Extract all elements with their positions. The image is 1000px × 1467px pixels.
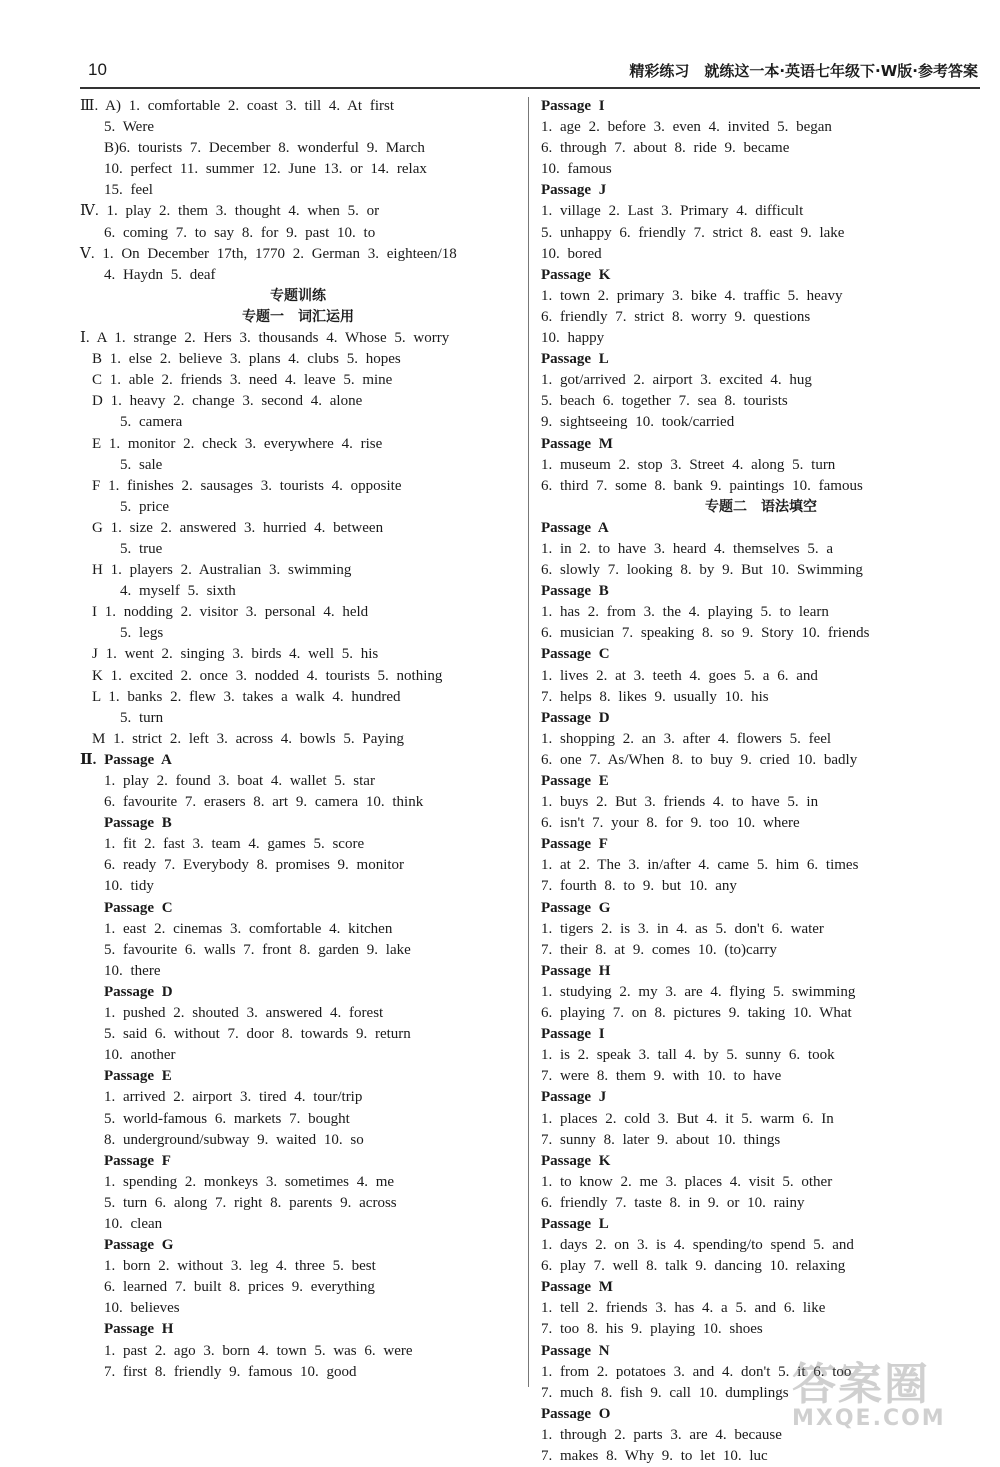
watermark-logo — [792, 1348, 982, 1431]
passage-heading: Passage A — [541, 519, 609, 536]
page-number: 10 — [88, 60, 107, 79]
answer-line: K 1. excited 2. once 3. nodded 4. tourists 5. nothing — [92, 667, 443, 684]
answer-line: 5. world-famous 6. markets 7. bought — [104, 1110, 350, 1127]
answer-line: Ⅲ. A) 1. comfortable 2. coast 3. till 4. At first — [80, 98, 395, 114]
passage-heading: Passage H — [104, 1321, 174, 1338]
answer-line: 1. east 2. cinemas 3. comfortable 4. kitchen — [104, 920, 393, 937]
answer-line: 6. favourite 7. erasers 8. art 9. camera 10. think — [104, 794, 424, 811]
passage-heading: Passage H — [541, 962, 611, 979]
answer-line: 6. friendly 7. strict 8. worry 9. questions — [541, 308, 811, 325]
answer-line: 1. in 2. to have 3. heard 4. themselves 5. a — [541, 540, 834, 557]
answer-line: H 1. players 2. Australian 3. swimming — [92, 562, 352, 579]
answer-line: 1. has 2. from 3. the 4. playing 5. to learn — [541, 604, 829, 621]
answer-line: G 1. size 2. answered 3. hurried 4. between — [92, 519, 384, 536]
passage-heading: Passage G — [104, 1237, 174, 1254]
answer-line: C 1. able 2. friends 3. need 4. leave 5. mine — [92, 372, 393, 389]
answer-line: 10. believes — [104, 1300, 180, 1317]
answer-line: 1. buys 2. But 3. friends 4. to have 5. in — [541, 794, 819, 811]
passage-heading: Passage M — [541, 1279, 613, 1296]
passage-heading: Passage L — [541, 351, 609, 368]
answer-line: 1. places 2. cold 3. But 4. it 5. warm 6. In — [541, 1110, 834, 1127]
right-column — [541, 96, 981, 1467]
answer-line: 6. slowly 7. looking 8. by 9. But 10. Swimming — [541, 562, 863, 579]
passage-heading: Passage B — [541, 583, 609, 600]
answer-line: 1. to know 2. me 3. places 4. visit 5. other — [541, 1173, 833, 1190]
watermark-url: MXQE.COM — [792, 1406, 946, 1431]
section-heading: 专题二 语法填空 — [705, 498, 817, 515]
answer-line: 1. is 2. speak 3. tall 4. by 5. sunny 6. took — [541, 1047, 835, 1064]
answer-line: 1. at 2. The 3. in/after 4. came 5. him 6. times — [541, 857, 859, 874]
passage-heading: Passage K — [541, 266, 611, 283]
passage-heading: Passage L — [541, 1215, 609, 1232]
passage-heading: Ⅱ. Passage A — [80, 751, 172, 768]
answer-line: 1. arrived 2. airport 3. tired 4. tour/trip — [104, 1089, 363, 1106]
passage-heading: Passage J — [541, 182, 607, 199]
answer-line: 7. sunny 8. later 9. about 10. things — [541, 1131, 781, 1148]
answer-line: 5. Were — [104, 119, 154, 136]
answer-line: 1. days 2. on 3. is 4. spending/to spend 5. and — [541, 1237, 854, 1254]
answer-line: 9. sightseeing 10. took/carried — [541, 414, 735, 431]
answer-line: 1. town 2. primary 3. bike 4. traffic 5. heavy — [541, 287, 843, 304]
answer-line: 6. one 7. As/When 8. to buy 9. cried 10. badly — [541, 751, 858, 768]
answer-line: 1. fit 2. fast 3. team 4. games 5. score — [104, 836, 365, 853]
answer-line: D 1. heavy 2. change 3. second 4. alone — [92, 393, 363, 410]
answer-line: 7. were 8. them 9. with 10. to have — [541, 1068, 782, 1085]
answer-line: 7. fourth 8. to 9. but 10. any — [541, 878, 737, 895]
answer-line: 10. bored — [541, 245, 602, 262]
passage-heading: Passage C — [104, 899, 173, 916]
answer-line: 10. happy — [541, 330, 605, 347]
answer-line: 5. sale — [120, 456, 163, 473]
answer-line: 6. musician 7. speaking 8. so 9. Story 10. friends — [541, 625, 870, 642]
passage-heading: Passage C — [541, 646, 610, 663]
passage-heading: Passage F — [104, 1152, 171, 1169]
answer-line: Ⅳ. 1. play 2. them 3. thought 4. when 5. or — [80, 203, 380, 220]
answer-line: L 1. banks 2. flew 3. takes a walk 4. hundred — [92, 688, 401, 705]
answer-line: 1. tell 2. friends 3. has 4. a 5. and 6. like — [541, 1300, 826, 1317]
answer-line: B 1. else 2. believe 3. plans 4. clubs 5. hopes — [92, 351, 401, 368]
answer-line: 1. through 2. parts 3. are 4. because — [541, 1426, 782, 1443]
answer-line: 6. isn't 7. your 8. for 9. too 10. where — [541, 815, 800, 832]
answer-line: 1. pushed 2. shouted 3. answered 4. forest — [104, 1005, 384, 1022]
answer-line: 7. too 8. his 9. playing 10. shoes — [541, 1321, 763, 1338]
answer-line: 5. turn — [120, 709, 164, 726]
passage-heading: Passage J — [541, 1089, 607, 1106]
answer-line: 1. village 2. Last 3. Primary 4. difficult — [541, 203, 804, 220]
answer-line: B)6. tourists 7. December 8. wonderful 9. March — [104, 140, 425, 157]
answer-line: 6. friendly 7. taste 8. in 9. or 10. rainy — [541, 1194, 805, 1211]
answer-line: 10. perfect 11. summer 12. June 13. or 14. relax — [104, 161, 427, 178]
answer-line: J 1. went 2. singing 3. birds 4. well 5. his — [92, 646, 379, 663]
answer-line: 1. play 2. found 3. boat 4. wallet 5. star — [104, 773, 375, 789]
answer-line: 1. age 2. before 3. even 4. invited 5. began — [541, 119, 832, 136]
answer-line: 1. museum 2. stop 3. Street 4. along 5. turn — [541, 456, 836, 473]
header-rule — [80, 87, 980, 89]
watermark-title: 答案圈 — [792, 1359, 930, 1410]
answer-line: 15. feel — [104, 182, 153, 199]
answer-line: 1. lives 2. at 3. teeth 4. goes 5. a 6. and — [541, 667, 818, 684]
answer-line: 5. unhappy 6. friendly 7. strict 8. east 9. lake — [541, 224, 845, 241]
answer-line: 10. clean — [104, 1215, 163, 1232]
answer-line: 10. tidy — [104, 878, 154, 895]
answer-line: 7. much 8. fish 9. call 10. dumplings — [541, 1384, 789, 1401]
answer-line: Ⅴ. 1. On December 17th, 1770 2. German 3. eighteen/18 — [80, 245, 457, 262]
passage-heading: Passage O — [541, 1405, 611, 1422]
passage-heading: Passage N — [541, 1342, 610, 1359]
answer-line: 6. play 7. well 8. talk 9. dancing 10. relaxing — [541, 1258, 846, 1275]
answer-line: 6. third 7. some 8. bank 9. paintings 10. famous — [541, 477, 863, 494]
answer-line: 5. favourite 6. walls 7. front 8. garden 9. lake — [104, 941, 411, 958]
answer-line: 5. price — [120, 498, 169, 515]
answer-line: 1. tigers 2. is 3. in 4. as 5. don't 6. water — [541, 920, 824, 937]
answer-line: 5. camera — [120, 414, 183, 431]
answer-line: 10. famous — [541, 161, 612, 178]
page-header — [0, 0, 1000, 92]
answer-line: 7. their 8. at 9. comes 10. (to)carry — [541, 941, 777, 958]
passage-heading: Passage G — [541, 899, 611, 916]
answer-line: 1. born 2. without 3. leg 4. three 5. best — [104, 1258, 376, 1275]
answer-line: 7. first 8. friendly 9. famous 10. good — [104, 1363, 357, 1380]
passage-heading: Passage K — [541, 1152, 611, 1169]
answer-line: F 1. finishes 2. sausages 3. tourists 4. opposite — [92, 477, 402, 494]
answer-line: Ⅰ. A 1. strange 2. Hers 3. thousands 4. Whose 5. worry — [80, 330, 450, 347]
answer-line: 4. Haydn 5. deaf — [104, 266, 216, 283]
answer-line: 6. learned 7. built 8. prices 9. everything — [104, 1279, 375, 1296]
answer-line: 5. beach 6. together 7. sea 8. tourists — [541, 393, 788, 410]
answer-line: 5. said 6. without 7. door 8. towards 9. return — [104, 1026, 411, 1043]
answer-line: 7. makes 8. Why 9. to let 10. luc — [541, 1448, 768, 1464]
answer-line: I 1. nodding 2. visitor 3. personal 4. held — [92, 604, 369, 621]
passage-heading: Passage I — [541, 1026, 605, 1043]
answer-line: 1. past 2. ago 3. born 4. town 5. was 6. were — [104, 1342, 413, 1359]
passage-heading: Passage D — [104, 983, 173, 1000]
passage-heading: Passage B — [104, 815, 172, 832]
passage-heading: Passage E — [104, 1068, 172, 1085]
section-heading: 专题一 词汇运用 — [242, 308, 354, 325]
passage-heading: Passage E — [541, 773, 609, 789]
book-title: 精彩练习 就练这一本·英语七年级下·W版·参考答案 — [629, 62, 978, 80]
answer-line: 6. coming 7. to say 8. for 9. past 10. to — [104, 224, 376, 241]
answer-line: 1. shopping 2. an 3. after 4. flowers 5. feel — [541, 730, 832, 747]
answer-line: 1. studying 2. my 3. are 4. flying 5. swimming — [541, 983, 856, 1000]
answer-line: 8. underground/subway 9. waited 10. so — [104, 1131, 364, 1148]
answer-line: 6. ready 7. Everybody 8. promises 9. monitor — [104, 857, 405, 874]
left-column — [80, 96, 516, 1383]
answer-line: 1. from 2. potatoes 3. and 4. don't 5. it 6. too — [541, 1363, 852, 1380]
answer-line: 1. spending 2. monkeys 3. sometimes 4. me — [104, 1173, 395, 1190]
column-divider — [528, 97, 529, 1387]
answer-line: M 1. strict 2. left 3. across 4. bowls 5. Paying — [92, 730, 405, 747]
answer-line: 4. myself 5. sixth — [120, 583, 236, 600]
answer-line: 7. helps 8. likes 9. usually 10. his — [541, 688, 769, 705]
answer-line: 5. true — [120, 540, 163, 557]
answer-line: 1. got/arrived 2. airport 3. excited 4. hug — [541, 372, 812, 389]
answer-line: 6. playing 7. on 8. pictures 9. taking 10. What — [541, 1005, 852, 1022]
answer-line: 10. there — [104, 962, 161, 979]
answer-line: 6. through 7. about 8. ride 9. became — [541, 140, 790, 157]
passage-heading: Passage M — [541, 435, 613, 452]
passage-heading: Passage D — [541, 709, 610, 726]
answer-line: 5. legs — [120, 625, 164, 642]
section-heading: 专题训练 — [270, 287, 326, 304]
answer-line: E 1. monitor 2. check 3. everywhere 4. rise — [92, 435, 383, 452]
passage-heading: Passage F — [541, 836, 608, 853]
answer-line: 10. another — [104, 1047, 176, 1064]
passage-heading: Passage I — [541, 98, 605, 114]
answer-line: 5. turn 6. along 7. right 8. parents 9. across — [104, 1194, 397, 1211]
